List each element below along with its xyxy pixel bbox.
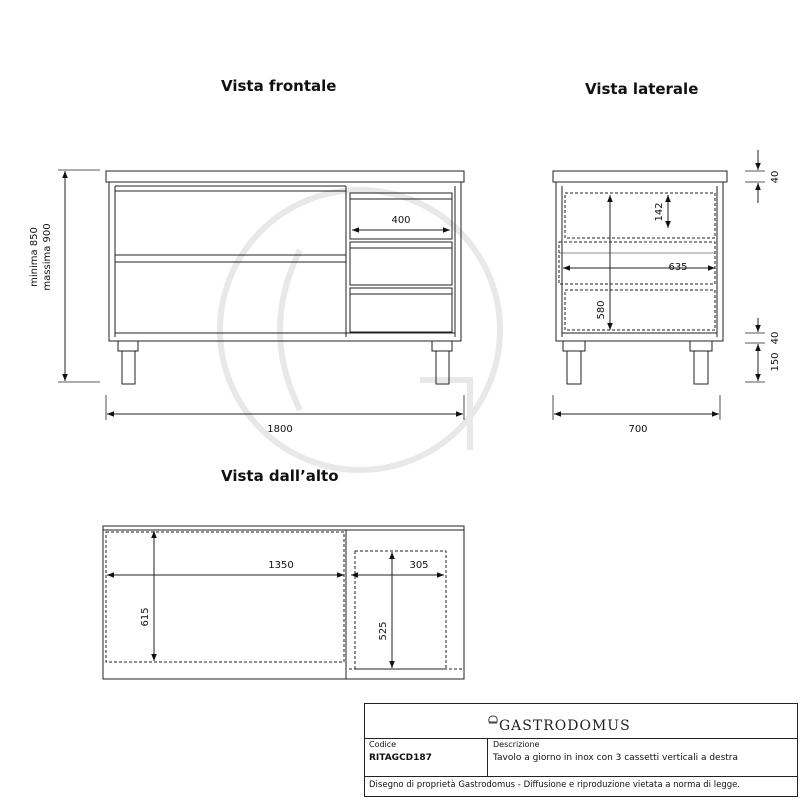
side-body [556, 182, 723, 341]
title-block [364, 703, 798, 797]
top-shelf-area [106, 532, 344, 662]
brand-logo-icon [487, 714, 499, 724]
front-view-title: Vista frontale [221, 77, 337, 95]
dim-side-top: 40 [770, 170, 781, 184]
front-top [106, 171, 464, 182]
side-leg-left-foot [567, 351, 581, 384]
top-view-title: Vista dall’alto [221, 467, 339, 485]
dim-top-drawer-depth: 525 [378, 621, 389, 641]
code-label: Codice [369, 740, 397, 749]
top-drawer-area [355, 551, 446, 669]
side-view [553, 150, 765, 420]
side-top [553, 171, 727, 182]
front-drawer-3 [350, 288, 452, 332]
side-drawer-3 [565, 290, 715, 330]
dim-side-inner-height: 580 [596, 300, 607, 320]
watermark-logo [220, 190, 500, 470]
dim-front-width: 1800 [267, 424, 293, 435]
side-leg-right-foot [694, 351, 708, 384]
side-view-title: Vista laterale [585, 80, 699, 98]
side-leg-left [563, 341, 585, 351]
side-leg-right [690, 341, 712, 351]
side-drawer-2 [559, 242, 715, 284]
description-value: Tavolo a giorno in inox con 3 cassetti verticali a destra [493, 753, 738, 763]
dim-front-drawer: 400 [391, 215, 411, 226]
front-leg-left-foot [122, 351, 135, 384]
side-drawer-1 [565, 193, 715, 238]
front-view [58, 170, 464, 420]
dim-top-drawer-width: 305 [409, 560, 429, 571]
dim-side-leg: 150 [770, 352, 781, 372]
front-leg-right [432, 341, 452, 351]
description-label: Descrizione [493, 740, 540, 749]
dim-top-shelf-width: 1350 [268, 560, 294, 571]
front-leg-left [118, 341, 138, 351]
dim-side-bottom: 40 [770, 331, 781, 345]
top-view [103, 526, 464, 679]
top-outline [103, 526, 464, 679]
code-value: RITAGCD187 [369, 753, 432, 763]
dim-side-drawer-height: 142 [654, 202, 665, 222]
ownership-footer: Disegno di proprietà Gastrodomus - Diffusione e riproduzione vietata a norma di legge. [369, 780, 741, 790]
dim-side-inner-depth: 635 [668, 262, 688, 273]
dim-front-height-max: massima 900 [42, 223, 53, 291]
dim-front-height-min: minima 850 [29, 227, 40, 287]
dim-side-depth: 700 [628, 424, 648, 435]
dim-top-shelf-depth: 615 [140, 607, 151, 627]
brand-name: GASTRODOMUS [499, 718, 631, 734]
